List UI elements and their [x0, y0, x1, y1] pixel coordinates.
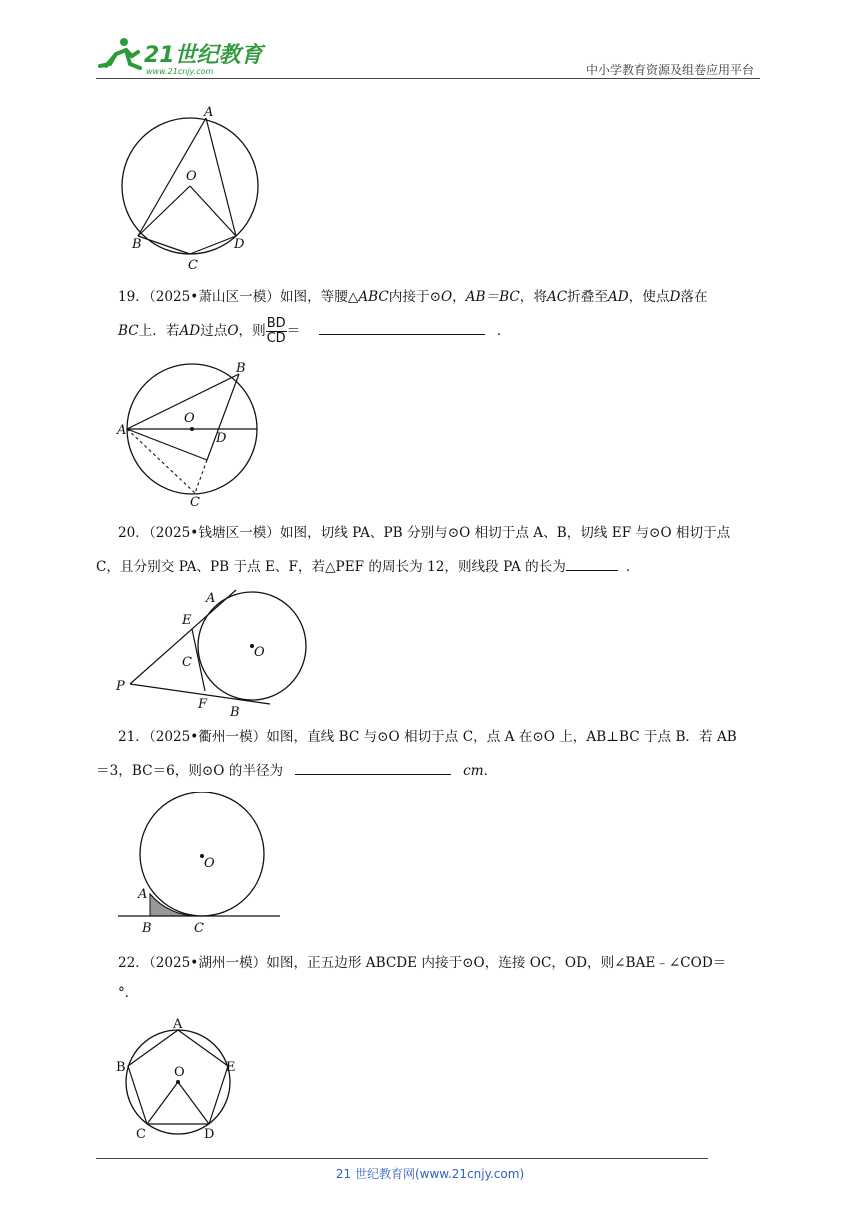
footer-site-link[interactable]: 21 世纪教育网(www.21cnjy.com)	[335, 1167, 525, 1181]
label-o: O	[254, 645, 265, 660]
label-c: C	[190, 495, 200, 510]
logo-url: www.21cnjy.com	[146, 67, 214, 76]
label-b: B	[142, 921, 152, 936]
label-c: C	[182, 655, 192, 670]
label-e: E	[226, 1060, 236, 1075]
label-c: C	[194, 921, 204, 936]
q18-figure	[118, 104, 268, 278]
label-a: A	[117, 423, 127, 438]
label-o: O	[204, 856, 215, 871]
label-c: C	[136, 1127, 146, 1140]
label-o: O	[186, 169, 197, 184]
label-b: B	[116, 1060, 126, 1075]
question-22: 22．（2025•湖州一模）如图，正五边形 ABCDE 内接于⊙O，连接 OC，OD，则∠BAE﹣∠COD＝ °．	[118, 955, 727, 1001]
logo-text: 21世纪教育	[144, 43, 263, 68]
label-b: B	[132, 237, 142, 252]
label-o: O	[174, 1065, 185, 1080]
label-b: B	[236, 361, 246, 376]
label-b: B	[230, 705, 240, 720]
question-19: 19．（2025•萧山区一模）如图，等腰△ABC内接于⊙O，AB＝BC，将AC折叠至AD，使点D落在 BC上．若AD过点O，则 $\frac{BD}{CD}$ ＝ ．	[118, 289, 708, 346]
label-e: E	[182, 613, 192, 628]
q21-figure	[112, 792, 292, 948]
answer-blank-21[interactable]	[295, 760, 451, 775]
platform-name: 中小学教育资源及组卷应用平台	[585, 63, 754, 77]
runner-icon	[100, 38, 140, 68]
label-f: F	[198, 697, 208, 712]
label-a: A	[138, 887, 148, 902]
q22-figure	[112, 1018, 242, 1144]
question-20: 20．（2025•钱塘区一模）如图，切线 PA、PB 分别与⊙O 相切于点 A、B，切线 EF 与⊙O 相切于点 C，且分别交 PA、PB 于点 E、F，若△PEF 的周长为 12，则线段 PA 的长为 ．	[96, 525, 731, 575]
label-a: A	[204, 105, 214, 120]
q20-figure	[112, 584, 312, 724]
label-o: O	[184, 411, 195, 426]
answer-blank-19[interactable]	[319, 320, 485, 335]
label-d: D	[204, 1127, 215, 1140]
answer-blank-20[interactable]	[566, 556, 618, 571]
site-logo	[96, 36, 266, 78]
label-a: A	[173, 1018, 183, 1032]
label-d: D	[216, 431, 227, 446]
label-a: A	[206, 591, 216, 606]
question-21: 21．（2025•衢州一模）如图，直线 BC 与⊙O 相切于点 C，点 A 在⊙O 上，AB⊥BC 于点 B．若 AB ＝3，BC＝6，则⊙O 的半径为 cm．	[96, 729, 737, 779]
q19-figure	[112, 360, 272, 516]
label-d: D	[234, 237, 245, 252]
header-divider	[96, 78, 760, 79]
fraction-bd-cd: $\frac{BD}{CD}$	[266, 316, 286, 346]
label-c: C	[188, 258, 198, 273]
footer-divider	[96, 1158, 708, 1159]
label-p: P	[116, 679, 125, 694]
